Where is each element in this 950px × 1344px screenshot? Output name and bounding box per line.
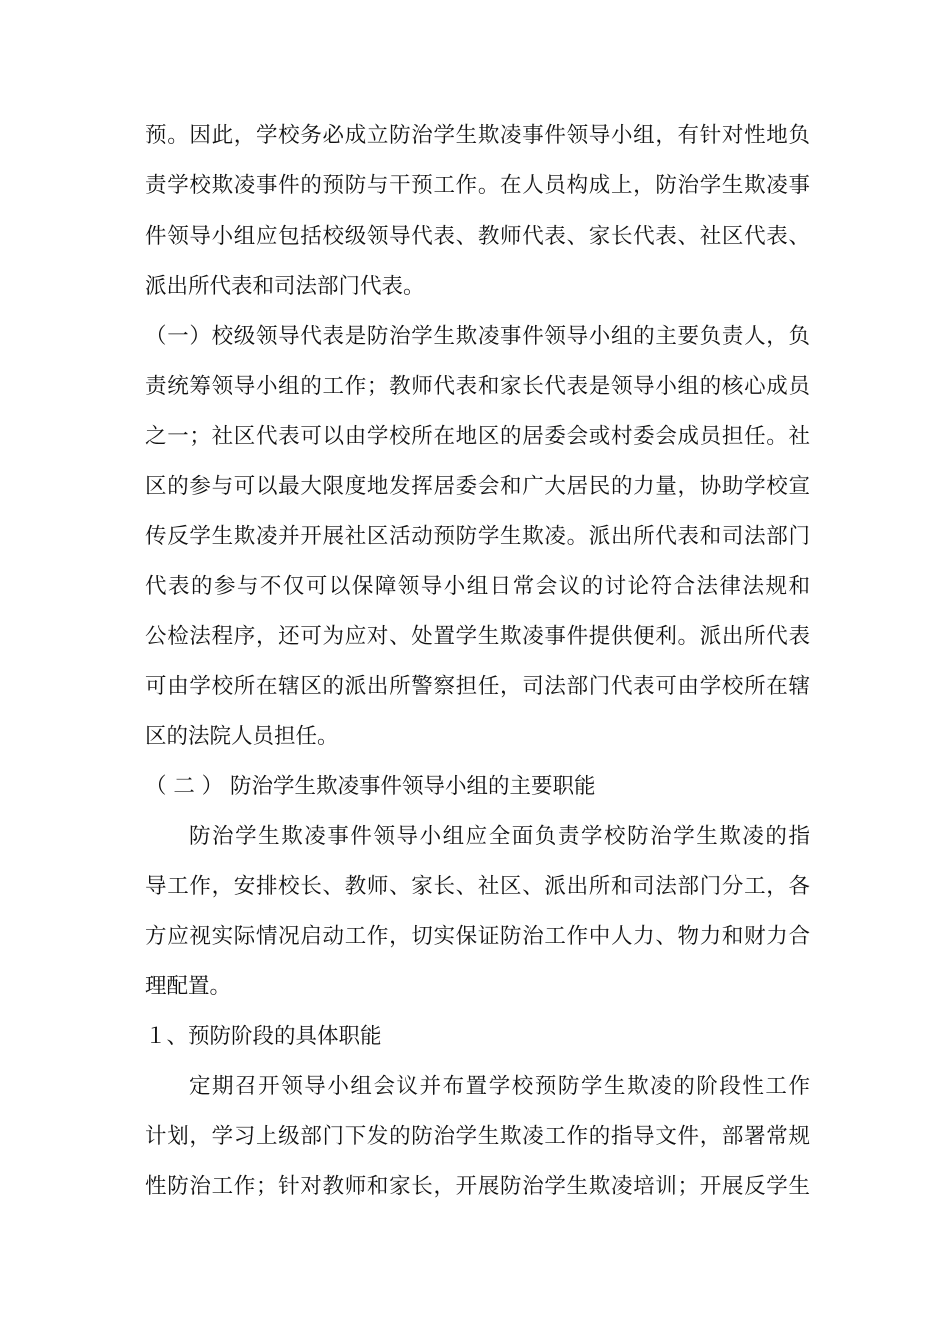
text-line: 公检法程序，还可为应对、处置学生欺凌事件提供便利。派出所代表 [145,624,810,649]
text-line: 预。因此，学校务必成立防治学生欺凌事件领导小组，有针对性地负 [145,123,810,148]
text-line: 件领导小组应包括校级领导代表、教师代表、家长代表、社区代表、 [145,224,810,249]
text-line: 方应视实际情况启动工作，切实保证防治工作中人力、物力和财力合 [145,924,810,949]
text-line: 传反学生欺凌并开展社区活动预防学生欺凌。派出所代表和司法部门 [145,524,810,549]
section-heading: （ 二 ） 防治学生欺凌事件领导小组的主要职能 [145,774,596,799]
text-line: 定期召开领导小组会议并布置学校预防学生欺凌的阶段性工作 [189,1074,810,1099]
text-line: 派出所代表和司法部门代表。 [145,274,425,299]
text-line: 性防治工作；针对教师和家长，开展防治学生欺凌培训；开展反学生 [145,1174,810,1199]
text-line: 之一；社区代表可以由学校所在地区的居委会或村委会成员担任。社 [145,424,810,449]
text-line: （一）校级领导代表是防治学生欺凌事件领导小组的主要负责人，负 [145,324,810,349]
text-line: 理配置。 [145,974,232,999]
text-line: 防治学生欺凌事件领导小组应全面负责学校防治学生欺凌的指 [189,824,810,849]
text-line: 可由学校所在辖区的派出所警察担任，司法部门代表可由学校所在辖 [145,674,810,699]
text-line: 导工作，安排校长、教师、家长、社区、派出所和司法部门分工，各 [145,874,810,899]
text-line: 计划，学习上级部门下发的防治学生欺凌工作的指导文件，部署常规 [145,1124,810,1149]
subsection-heading: １、预防阶段的具体职能 [145,1024,382,1049]
text-line: 区的法院人员担任。 [145,724,339,749]
text-line: 责统筹领导小组的工作；教师代表和家长代表是领导小组的核心成员 [145,374,810,399]
text-line: 区的参与可以最大限度地发挥居委会和广大居民的力量，协助学校宣 [145,474,810,499]
text-line: 责学校欺凌事件的预防与干预工作。在人员构成上，防治学生欺凌事 [145,173,810,198]
text-line: 代表的参与不仅可以保障领导小组日常会议的讨论符合法律法规和 [145,574,810,599]
